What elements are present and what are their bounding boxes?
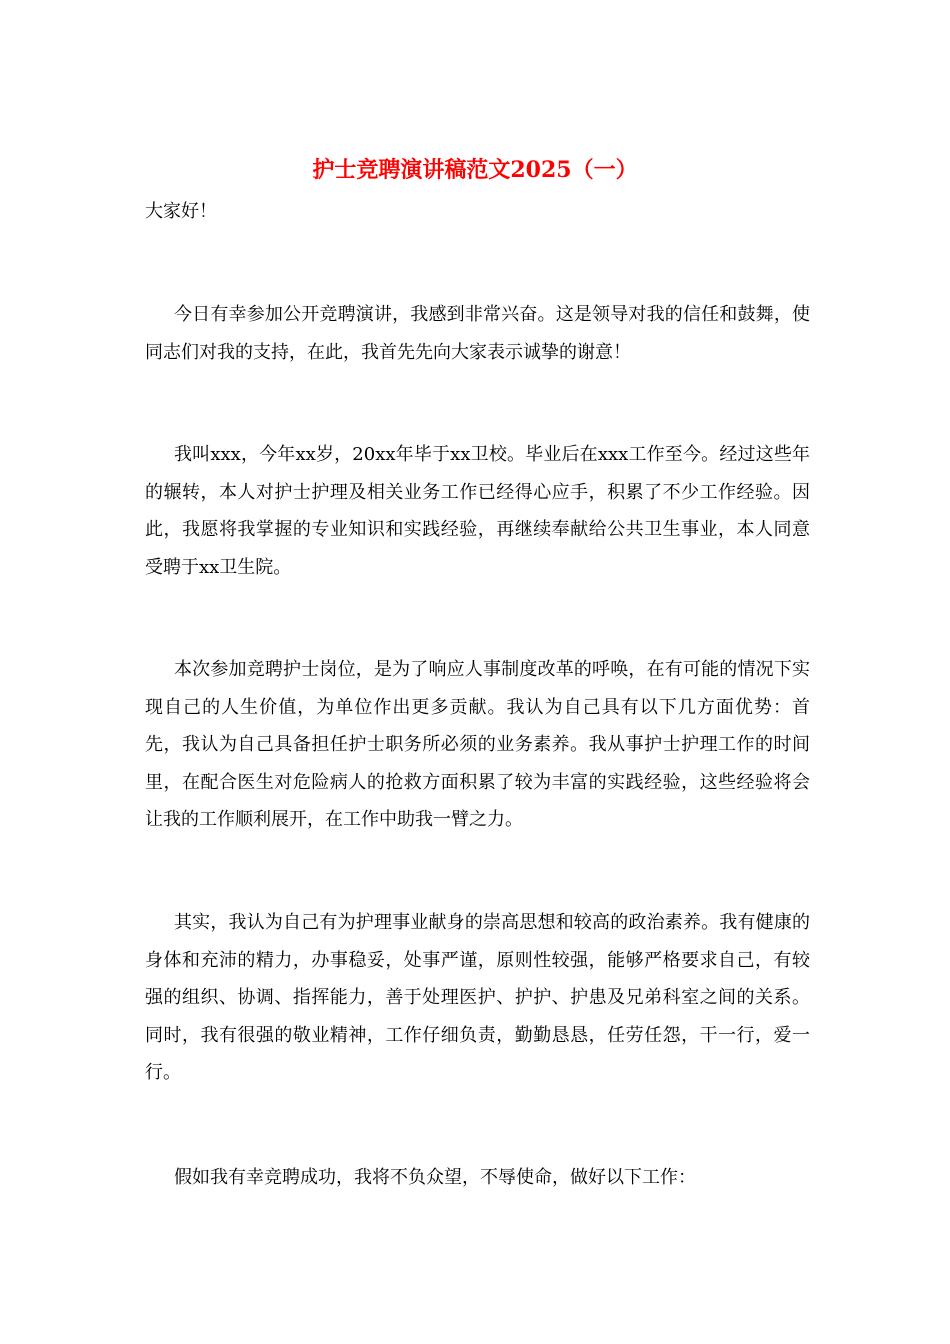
paragraph: 假如我有幸竞聘成功，我将不负众望，不辱使命，做好以下工作：	[174, 1167, 696, 1188]
document-title: 护士竞聘演讲稿范文2025（一）	[312, 157, 638, 183]
paragraph: 本次参加竞聘护士岗位，是为了响应人事制度改革的呼唤，在有可能的情况下实现自己的人生价值，为单位作出更多贡献。我认为自己具有以下几方面优势：首先，我认为自己具备担任护士职务所必须的业务素养。我从事护士护理工作的时间里，在配合医生对危险病人的抢救方面积累了较为丰富的实践经验，这些经验将会让我的工作顺利展开，在工作中助我一臂之力。	[145, 659, 810, 830]
paragraph: 今日有幸参加公开竞聘演讲，我感到非常兴奋。这是领导对我的信任和鼓舞，使同志们对我的支持，在此，我首先先向大家表示诚挚的谢意！	[145, 304, 810, 363]
paragraph: 其实，我认为自己有为护理事业献身的崇高思想和较高的政治素养。我有健康的身体和充沛的精力，办事稳妥，处事严谨，原则性较强，能够严格要求自己，有较强的组织、协调、指挥能力，善于处理医护、护护、护患及兄弟科室之间的关系。同时，我有很强的敬业精神，工作仔细负责，勤勤恳恳，任劳任怨，干一行，爱一行。	[145, 912, 810, 1083]
greeting: 大家好！	[145, 201, 217, 222]
paragraph: 我叫xxx，今年xx岁，20xx年毕于xx卫校。毕业后在xxx工作至今。经过这些年的辗转，本人对护士护理及相关业务工作已经得心应手，积累了不少工作经验。因此，我愿将我掌握的专业知识和实践经验，再继续奉献给公共卫生事业，本人同意受聘于xx卫生院。	[145, 444, 810, 578]
